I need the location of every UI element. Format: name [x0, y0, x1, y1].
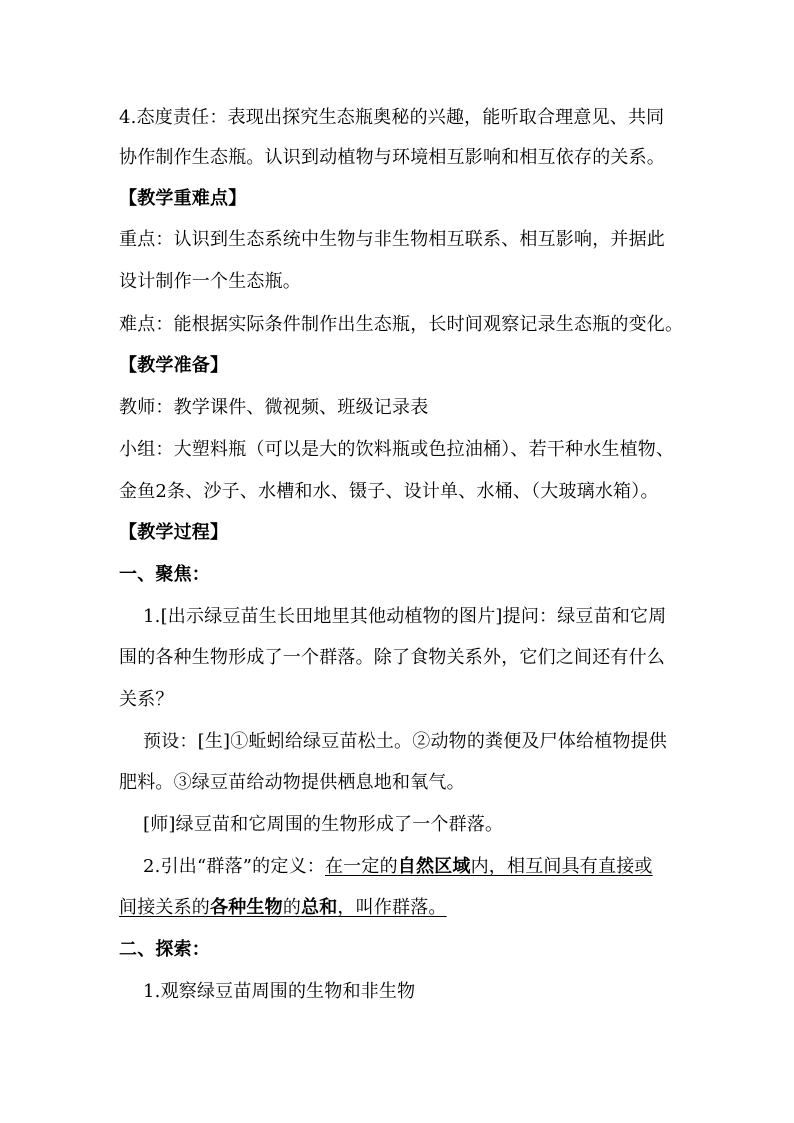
definition-text: 内，相互间具有直接或: [470, 856, 653, 877]
text-line: 肥料。③绿豆苗给动物提供栖息地和氧气。: [119, 772, 465, 793]
definition-text: ，叫作群落。: [337, 897, 447, 918]
section-heading: 【教学准备】: [119, 355, 229, 376]
text-line: 1.[出示绿豆苗生长田地里其他动植物的图片]提问：绿豆苗和它周: [143, 606, 667, 627]
definition-text: 在一定的: [324, 856, 398, 877]
text-line: 设计制作一个生态瓶。: [119, 271, 301, 292]
text-line: 4.态度责任：表现出探究生态瓶奥秘的兴趣，能听取合理意见、共同: [119, 107, 665, 128]
text-line: 协作制作生态瓶。认识到动植物与环境相互影响和相互依存的关系。: [119, 147, 665, 168]
section-heading: 【教学重难点】: [119, 188, 247, 209]
text-line: 重点：认识到生态系统中生物与非生物相互联系、相互影响，并据此: [119, 229, 665, 250]
definition-keyword: 自然区域: [397, 856, 471, 877]
definition-intro: 2.引出“群落”的定义：: [143, 856, 325, 877]
text-line: 教师：教学课件、微视频、班级记录表: [119, 397, 429, 418]
section-heading: 二、探索：: [119, 939, 210, 960]
text-line: 金鱼2条、沙子、水槽和水、镊子、设计单、水桶、（大玻璃水箱）。: [119, 481, 659, 502]
definition-text: 间接关系的: [119, 897, 210, 918]
text-line: 关系？: [119, 689, 174, 710]
text-line: 难点：能根据实际条件制作出生态瓶，长时间观察记录生态瓶的变化。: [119, 314, 684, 335]
text-line: [师]绿豆苗和它周围的生物形成了一个群落。: [143, 814, 504, 835]
text-line: 1.观察绿豆苗周围的生物和非生物: [143, 981, 416, 1002]
definition-text: 的: [282, 897, 302, 918]
definition-keyword: 各种生物: [210, 897, 283, 918]
text-line: 小组：大塑料瓶（可以是大的饮料瓶或色拉油桶）、若干种水生植物、: [119, 439, 675, 460]
section-heading: 【教学过程】: [119, 522, 229, 543]
text-line: 围的各种生物形成了一个群落。除了食物关系外，它们之间还有什么: [119, 647, 665, 668]
definition-keyword: 总和: [301, 897, 338, 918]
text-line: 预设：[生]①蚯蚓给绿豆苗松土。②动物的粪便及尸体给植物提供: [143, 731, 668, 752]
section-heading: 一、聚焦：: [119, 564, 210, 585]
definition-line-2: [119, 896, 689, 920]
definition-line-1: [143, 855, 689, 879]
